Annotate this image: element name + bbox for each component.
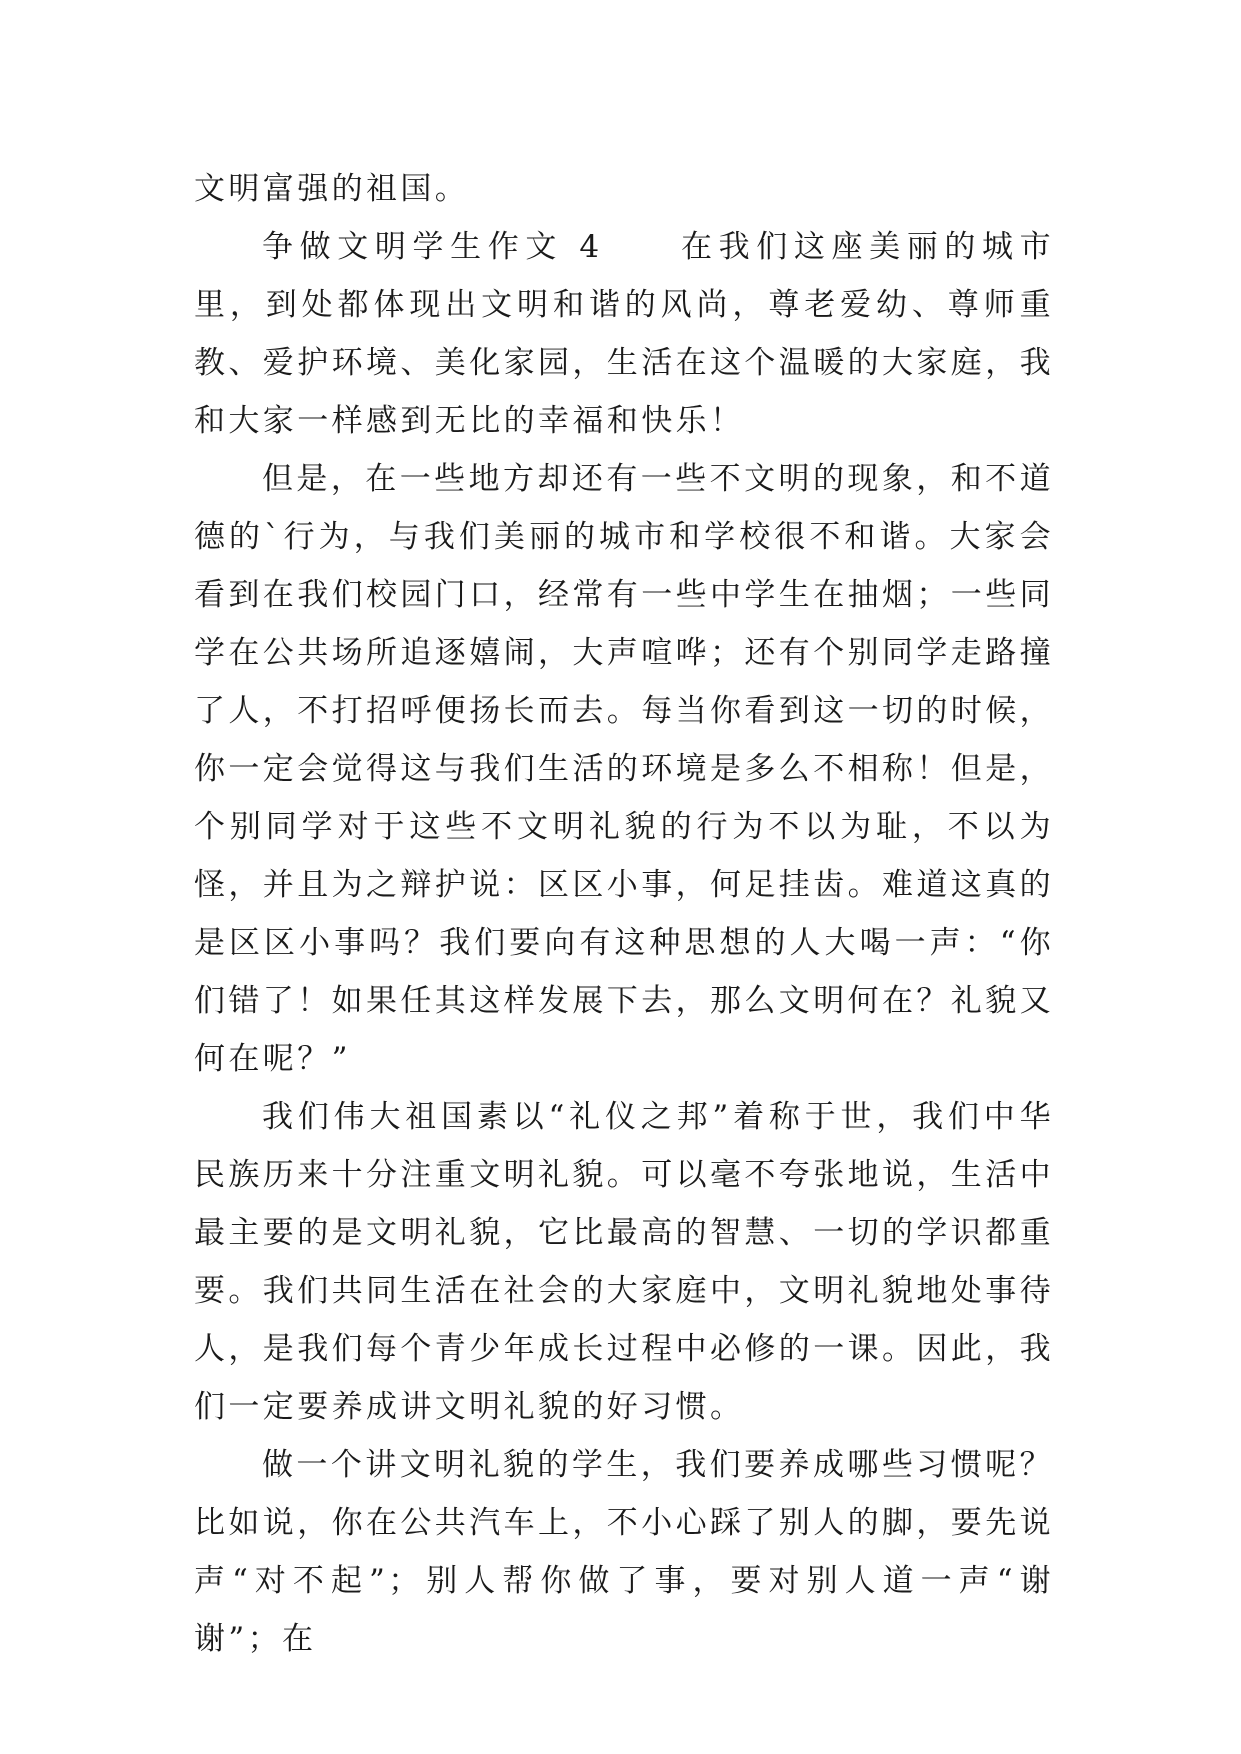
document-body — [194, 160, 1054, 1668]
paragraph-uncivil-behavior: 但是，在一些地方却还有一些不文明的现象，和不道德的`行为，与我们美丽的城市和学校很不和谐。大家会看到在我们校园门口，经常有一些中学生在抽烟；一些同学在公共场所追逐嬉闹，大声喧哗；还有个别同学走路撞了人，不打招呼便扬长而去。每当你看到这一切的时候，你一定会觉得这与我们生活的环境是多么不相称！但是，个别同学对于这些不文明礼貌的行为不以为耻，不以为怪，并且为之辩护说：区区小事，何足挂齿。难道这真的是区区小事吗？我们要向有这种思想的人大喝一声：“你们错了！如果任其这样发展下去，那么文明何在？礼貌又何在呢？” — [194, 461, 1054, 1077]
paragraph-good-habits: 做一个讲文明礼貌的学生，我们要养成哪些习惯呢？比如说，你在公共汽车上，不小心踩了别人的脚，要先说声“对不起”；别人帮你做了事，要对别人道一声“谢谢”；在 — [194, 1447, 1054, 1657]
paragraph-nation-of-etiquette: 我们伟大祖国素以“礼仪之邦”着称于世，我们中华民族历来十分注重文明礼貌。可以毫不夸张地说，生活中最主要的是文明礼貌，它比最高的智慧、一切的学识都重要。我们共同生活在社会的大家庭中，文明礼貌地处事待人，是我们每个青少年成长过程中必修的一课。因此，我们一定要养成讲文明礼貌的好习惯。 — [194, 1099, 1054, 1425]
paragraph-essay-title: 争做文明学生作文 4 在我们这座美丽的城市里，到处都体现出文明和谐的风尚，尊老爱幼、尊师重教、爱护环境、美化家园，生活在这个温暖的大家庭，我和大家一样感到无比的幸福和快乐！ — [194, 229, 1054, 439]
paragraph-continuation: 文明富强的祖国。 — [194, 171, 470, 207]
